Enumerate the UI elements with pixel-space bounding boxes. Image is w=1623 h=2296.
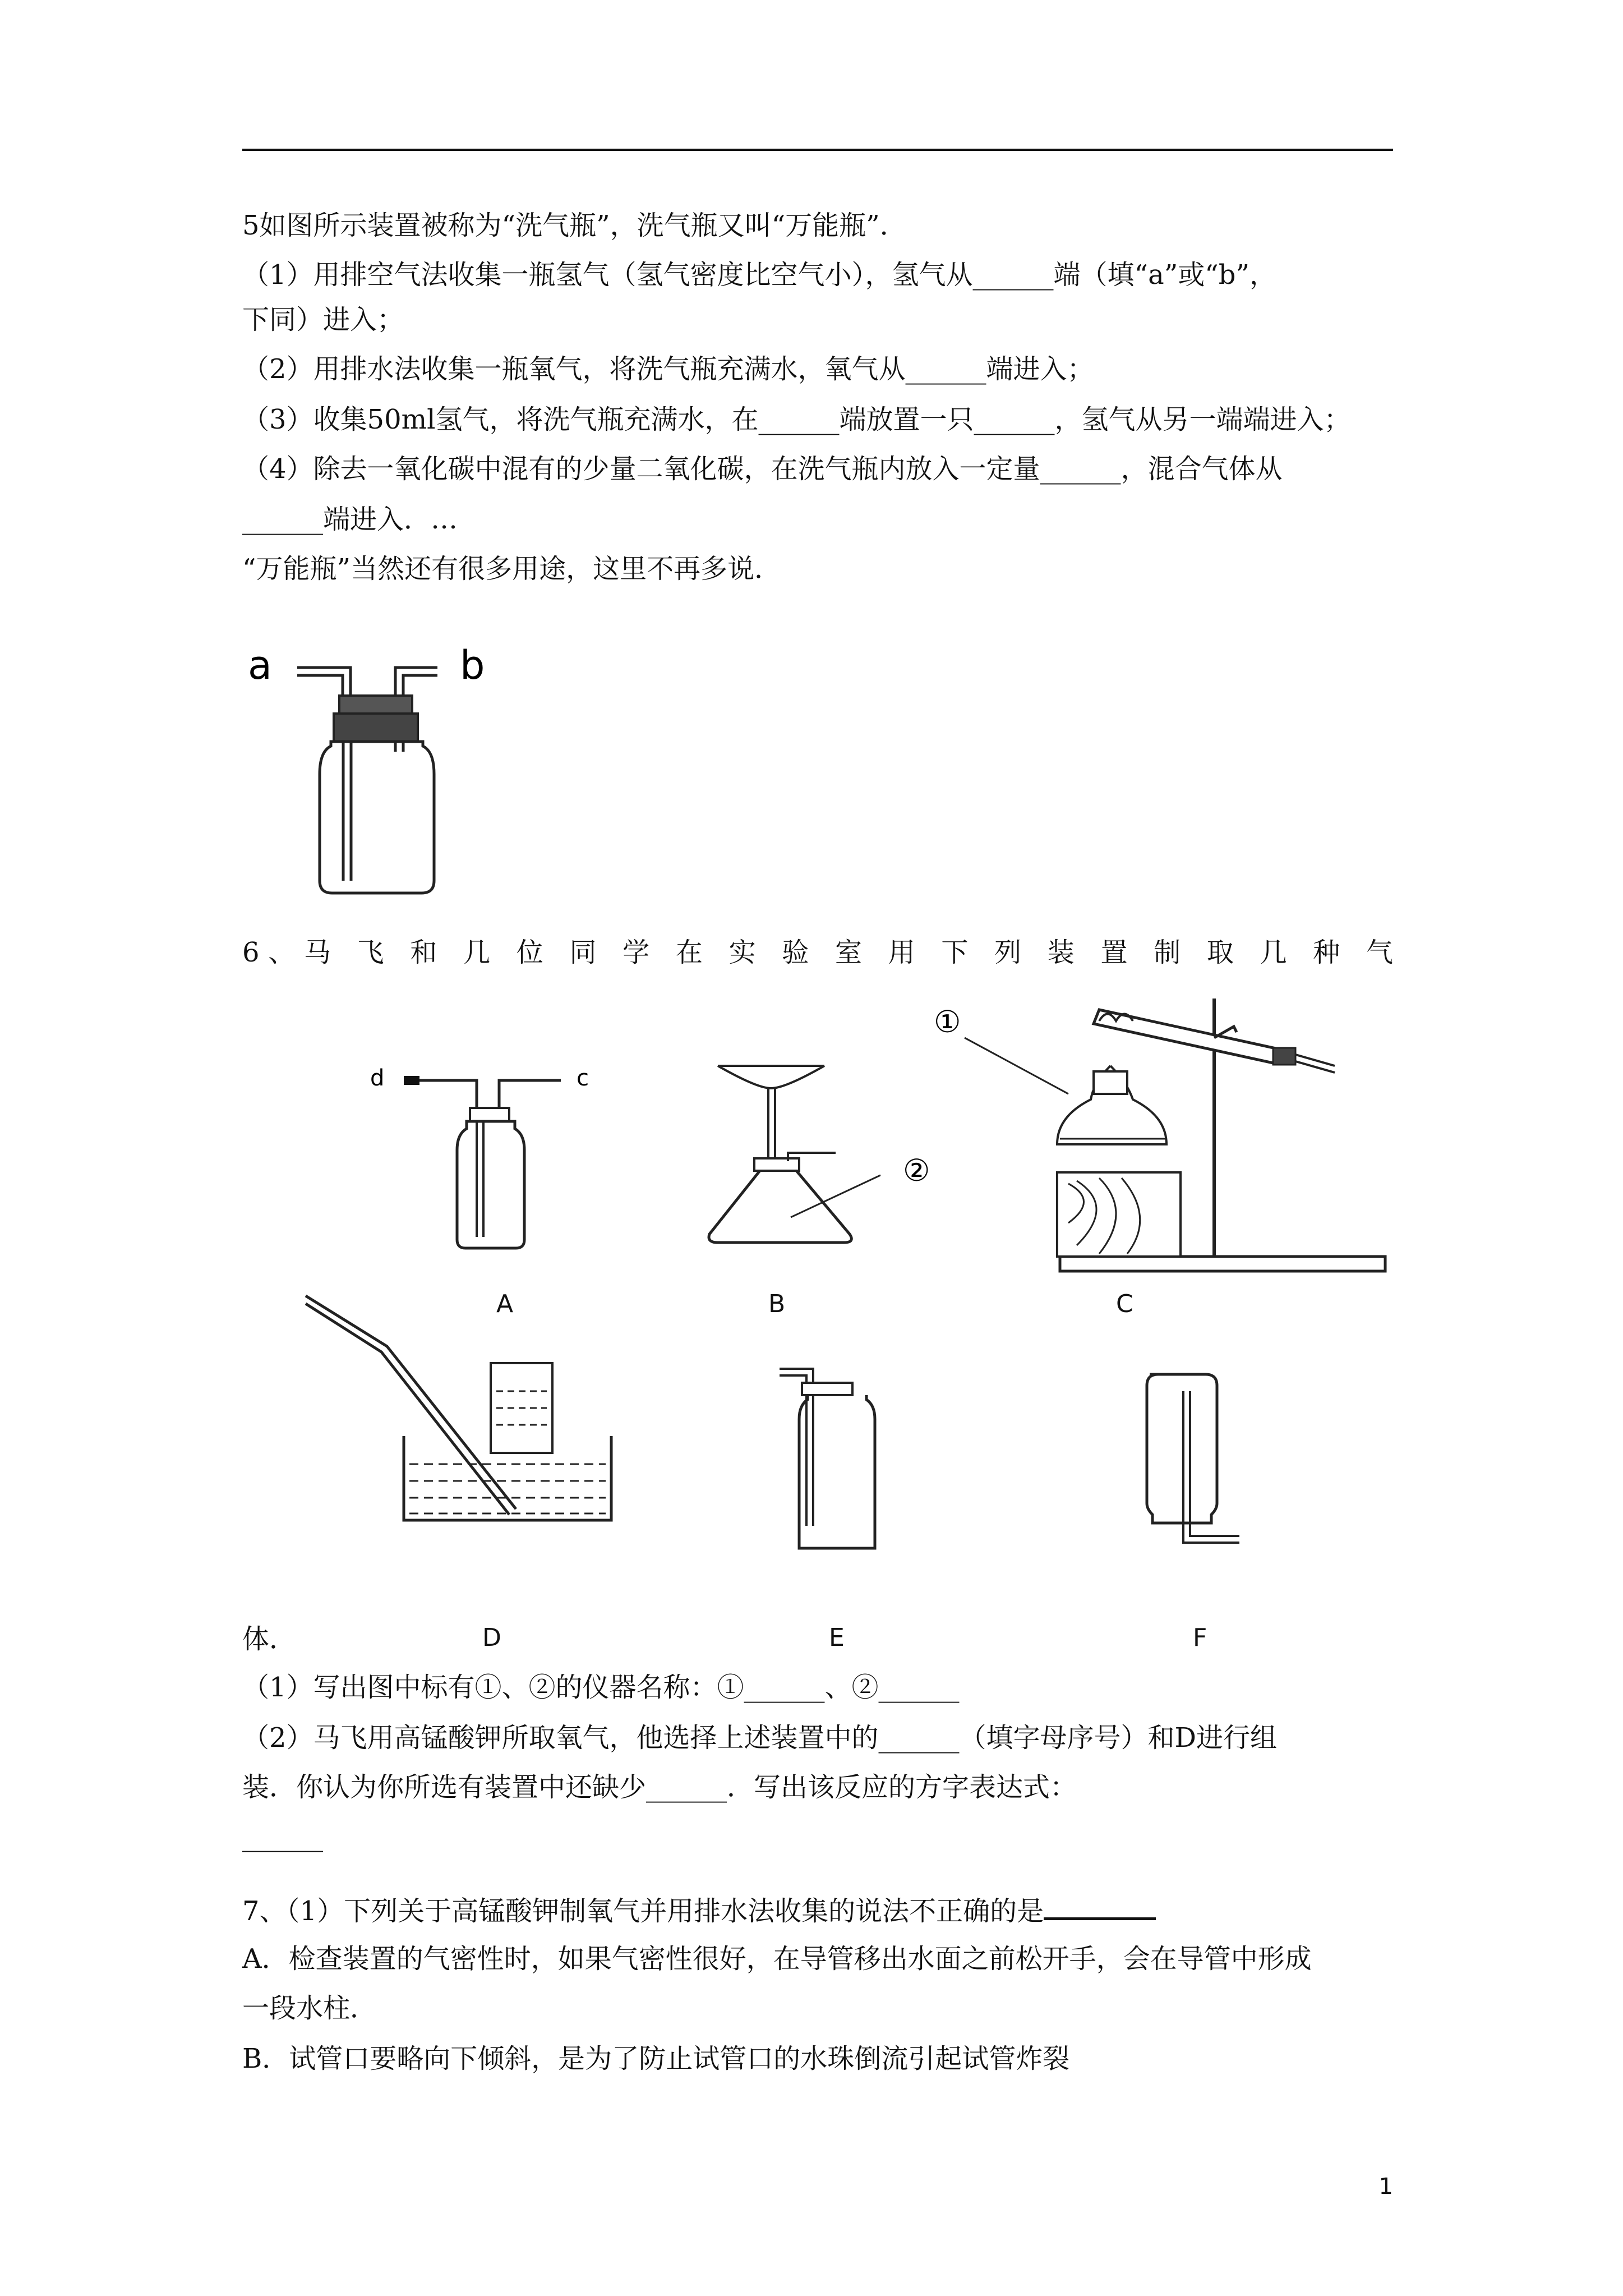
apparatus-e-figure bbox=[768, 1358, 903, 1559]
label-F: F bbox=[1193, 1623, 1207, 1652]
q6-intro: 6、马 飞 和 几 位 同 学 在 实 验 室 用 下 列 装 置 制 取 几 种 气 bbox=[242, 937, 1393, 968]
q7-intro-text: 7、（1）下列关于高锰酸钾制氧气并用排水法收集的说法不正确的是 bbox=[242, 1895, 1044, 1927]
q5-part2: （2）用排水法收集一瓶氧气，将洗气瓶充满水，氧气从______端进入； bbox=[242, 353, 1094, 385]
label-d: d bbox=[370, 1065, 385, 1091]
q7-option-a-line2: 一段水柱． bbox=[242, 1993, 377, 2024]
q5-part4-line1: （4）除去一氧化碳中混有的少量二氧化碳，在洗气瓶内放入一定量______，混合气体从 bbox=[242, 453, 1283, 485]
q5-part4-line2: ______端进入．… bbox=[242, 504, 458, 535]
q5-intro: 5如图所示装置被称为“洗气瓶”，洗气瓶又叫“万能瓶”． bbox=[242, 210, 907, 241]
apparatus-d-figure bbox=[303, 1285, 628, 1531]
apparatus-a-figure bbox=[365, 1055, 600, 1257]
q5-part1-line2: 下同）进入； bbox=[242, 304, 404, 335]
q7-answer-blank bbox=[1044, 1893, 1156, 1920]
q5-part3: （3）收集50ml氢气，将洗气瓶充满水，在______端放置一只______，氢气从另一端端进入； bbox=[242, 404, 1351, 435]
q6-intro-end: 体． bbox=[242, 1623, 297, 1655]
gas-washing-bottle-figure bbox=[247, 634, 505, 903]
label-E: E bbox=[829, 1623, 845, 1652]
q6-part2-line3: ______ bbox=[242, 1821, 323, 1852]
q6-part2-line1: （2）马飞用高锰酸钾所取氧气，他选择上述装置中的______（填字母序号）和D进行组 bbox=[242, 1722, 1278, 1754]
q7-option-b: B．试管口要略向下倾斜，是为了防止试管口的水珠倒流引起试管炸裂 bbox=[242, 2043, 1070, 2074]
q7-option-a-line1: A．检查装置的气密性时，如果气密性很好，在导管移出水面之前松开手，会在导管中形成 bbox=[242, 1943, 1312, 1975]
label-B: B bbox=[768, 1290, 786, 1318]
label-c: c bbox=[577, 1065, 589, 1091]
apparatus-b-figure bbox=[695, 1055, 965, 1262]
q6-part2-line2: 装．你认为你所选有装置中还缺少______．写出该反应的方字表达式： bbox=[242, 1772, 1077, 1803]
q6-part1: （1）写出图中标有①、②的仪器名称：①______、②______ bbox=[242, 1672, 960, 1703]
header-rule bbox=[242, 149, 1393, 151]
q5-part1-line1: （1）用排空气法收集一瓶氢气（氢气密度比空气小），氢气从______端（填“a”或“b”， bbox=[242, 259, 1277, 291]
apparatus-f-figure bbox=[1127, 1363, 1273, 1565]
apparatus-c-figure bbox=[931, 987, 1357, 1279]
q7-intro bbox=[242, 1893, 1398, 1928]
label-b: b bbox=[460, 642, 485, 688]
page-number: 1 bbox=[1378, 2174, 1393, 2200]
label-circle1: ① bbox=[934, 1004, 961, 1039]
label-circle2: ② bbox=[903, 1153, 930, 1188]
label-A: A bbox=[496, 1290, 514, 1318]
label-C: C bbox=[1116, 1290, 1133, 1318]
label-D: D bbox=[482, 1623, 501, 1652]
q5-closing: “万能瓶”当然还有很多用途，这里不再多说． bbox=[242, 553, 782, 585]
label-a: a bbox=[248, 642, 272, 688]
